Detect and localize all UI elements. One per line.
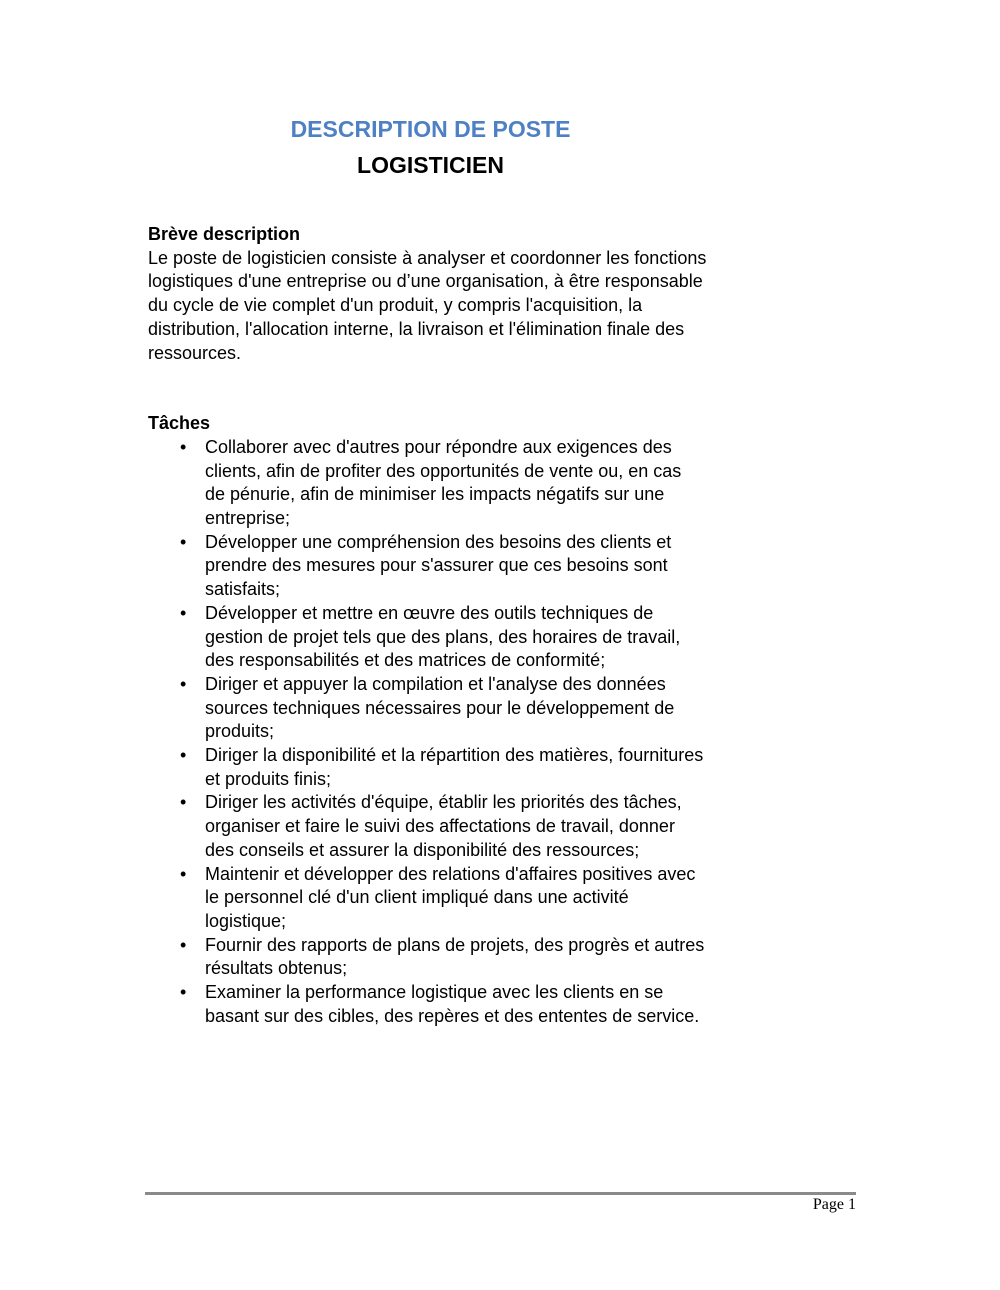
- bullet-icon: •: [180, 745, 187, 766]
- task-list-item: [148, 791, 705, 862]
- task-list-item: [148, 744, 705, 791]
- task-text: Développer une compréhension des besoins des clients et prendre des mesures pour s'assurer que ces besoins sont satisfaits;: [205, 531, 672, 600]
- bullet-icon: •: [180, 673, 187, 694]
- task-text: Diriger et appuyer la compilation et l'analyse des données sources techniques nécessaires pour le développement de produits;: [205, 673, 675, 742]
- task-list: [148, 436, 705, 1029]
- document-body: [148, 0, 713, 1029]
- brief-description-paragraph: Le poste de logisticien consiste à analyser et coordonner les fonctions logistiques d'une entreprise ou d’une organisation, à être responsable du cycle de vie complet d'un produit, y compris l'acquisition, la distribution, l'allocation interne, la livraison et l'élimination finale des ressources.: [148, 247, 707, 363]
- task-list-item: [148, 436, 705, 531]
- task-list-item: [148, 981, 705, 1028]
- task-list-item: [148, 934, 705, 981]
- task-text: Examiner la performance logistique avec les clients en se basant sur des cibles, des repères et des ententes de service.: [205, 982, 700, 1026]
- task-text: Fournir des rapports de plans de projets, des progrès et autres résultats obtenus;: [205, 934, 705, 979]
- bullet-icon: •: [180, 792, 187, 813]
- task-text: Diriger la disponibilité et la répartition des matières, fournitures et produits finis;: [205, 745, 704, 789]
- task-text: Développer et mettre en œuvre des outils techniques de gestion de projet tels que des plans, des horaires de travail, des responsabilités et des matrices de conformité;: [205, 602, 681, 671]
- bullet-icon: •: [180, 602, 187, 623]
- task-list-item: [148, 602, 705, 673]
- task-list-item: [148, 863, 705, 934]
- bullet-icon: •: [180, 934, 187, 955]
- bullet-icon: •: [180, 531, 187, 552]
- task-text: Maintenir et développer des relations d'affaires positives avec le personnel clé d'un client impliqué dans une activité logistique;: [205, 863, 696, 931]
- task-list-item: [148, 673, 705, 744]
- section-heading-breve-description: Brève description: [148, 224, 301, 244]
- task-text: Diriger les activités d'équipe, établir les priorités des tâches, organiser et faire le suivi des affectations de travail, donner des conseils et assurer la disponibilité des ressources;: [205, 792, 682, 860]
- page-title: DESCRIPTION DE POSTE: [290, 116, 571, 142]
- page-number: Page 1: [812, 1196, 856, 1213]
- section-heading-taches: Tâches: [148, 413, 211, 434]
- page-subtitle: LOGISTICIEN: [357, 152, 504, 178]
- bullet-icon: •: [180, 863, 187, 884]
- bullet-icon: •: [180, 436, 187, 457]
- bullet-icon: •: [180, 982, 187, 1003]
- task-text: Collaborer avec d'autres pour répondre aux exigences des clients, afin de profiter des opportunités de vente ou, en cas de pénurie, afin de minimiser les impacts négatifs sur une entreprise;: [205, 436, 682, 529]
- task-list-item: [148, 531, 705, 602]
